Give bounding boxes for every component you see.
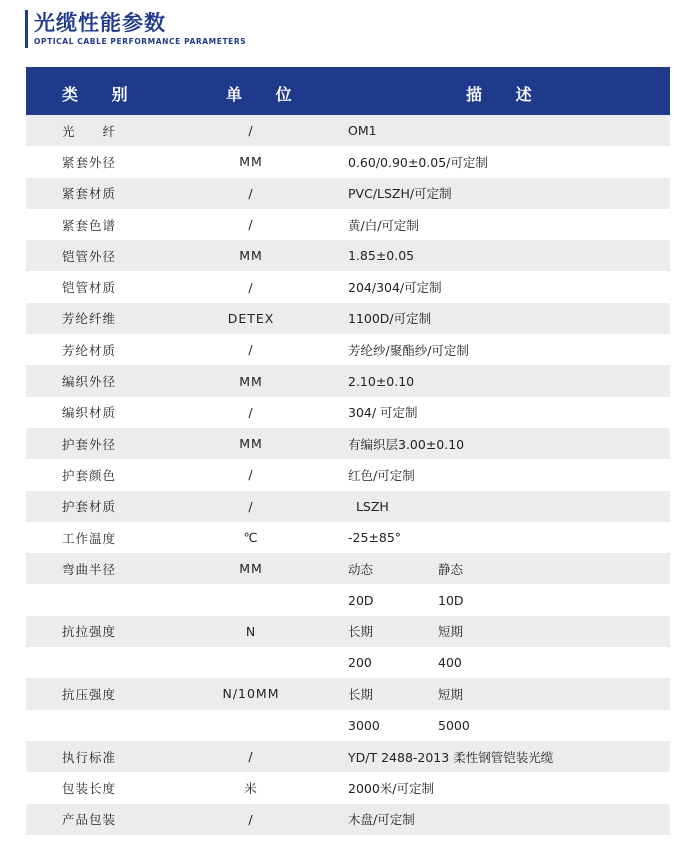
row-unit: ℃ — [156, 522, 346, 553]
row-unit: / — [156, 804, 346, 835]
table-row — [26, 491, 670, 522]
row-category: 紧套色谱 — [26, 209, 156, 240]
row-category: 芳纶纤维 — [26, 303, 156, 334]
row-description-a: 20D — [348, 592, 374, 608]
row-description — [346, 647, 670, 678]
row-category: 芳纶材质 — [26, 334, 156, 365]
row-category: 光 纤 — [26, 115, 156, 146]
row-unit: / — [156, 271, 346, 302]
page-subtitle: OPTICAL CABLE PERFORMANCE PARAMETERS — [34, 37, 247, 46]
row-description: 1100D/可定制 — [346, 303, 670, 334]
table-row — [26, 772, 670, 803]
row-description-b: 5000 — [438, 717, 470, 733]
row-description: 304/ 可定制 — [346, 397, 670, 428]
row-unit: DETEX — [156, 303, 346, 334]
table-row — [26, 271, 670, 302]
table-row — [26, 710, 670, 741]
row-description — [346, 584, 670, 615]
table-row — [26, 428, 670, 459]
table-row — [26, 178, 670, 209]
row-description: 有编织层3.00±0.10 — [346, 428, 670, 459]
row-description: 2.10±0.10 — [346, 365, 670, 396]
row-unit: / — [156, 334, 346, 365]
row-category: 铠管材质 — [26, 271, 156, 302]
row-unit: / — [156, 115, 346, 146]
row-description: OM1 — [346, 115, 670, 146]
row-unit — [156, 584, 346, 615]
row-unit: N — [156, 616, 346, 647]
table-row — [26, 616, 670, 647]
row-unit: MM — [156, 365, 346, 396]
row-unit: N/10MM — [156, 678, 346, 709]
row-category: 执行标准 — [26, 741, 156, 772]
row-category: 护套外径 — [26, 428, 156, 459]
row-unit — [156, 647, 346, 678]
row-description — [346, 616, 670, 647]
row-category: 包装长度 — [26, 772, 156, 803]
row-description — [346, 678, 670, 709]
row-description-b: 400 — [438, 655, 462, 671]
row-description: LSZH — [346, 491, 670, 522]
page-title-block — [25, 10, 246, 48]
row-description: -25±85° — [346, 522, 670, 553]
row-category: 紧套外径 — [26, 146, 156, 177]
table-row — [26, 115, 670, 146]
row-unit: / — [156, 491, 346, 522]
row-description: 芳纶纱/聚酯纱/可定制 — [346, 334, 670, 365]
row-description: 204/304/可定制 — [346, 271, 670, 302]
table-row — [26, 303, 670, 334]
row-description-b: 静态 — [438, 561, 464, 577]
row-description-a: 长期 — [348, 624, 374, 640]
row-description: 1.85±0.05 — [346, 240, 670, 271]
parameters-table — [26, 67, 670, 835]
row-category: 编织外径 — [26, 365, 156, 396]
table-row — [26, 365, 670, 396]
row-unit: 米 — [156, 772, 346, 803]
row-category: 工作温度 — [26, 522, 156, 553]
row-description — [346, 553, 670, 584]
row-description: 黄/白/可定制 — [346, 209, 670, 240]
row-description: 2000米/可定制 — [346, 772, 670, 803]
row-description-b: 10D — [438, 592, 464, 608]
row-category: 抗压强度 — [26, 678, 156, 709]
table-row — [26, 522, 670, 553]
table-row — [26, 804, 670, 835]
table-row — [26, 678, 670, 709]
row-category: 护套颜色 — [26, 459, 156, 490]
table-row — [26, 741, 670, 772]
row-unit: / — [156, 741, 346, 772]
table-row — [26, 459, 670, 490]
table-row — [26, 146, 670, 177]
table-header — [26, 67, 670, 115]
row-description: 木盘/可定制 — [346, 804, 670, 835]
row-unit: MM — [156, 240, 346, 271]
table-row — [26, 209, 670, 240]
table-row — [26, 553, 670, 584]
row-description: YD/T 2488-2013 柔性钢管铠装光缆 — [346, 741, 670, 772]
row-unit — [156, 710, 346, 741]
table-header-row — [26, 67, 670, 115]
row-unit: / — [156, 459, 346, 490]
row-description-b: 短期 — [438, 686, 464, 702]
page-title: 光缆性能参数 — [34, 11, 166, 35]
row-category: 弯曲半径 — [26, 553, 156, 584]
row-unit: / — [156, 397, 346, 428]
row-unit: / — [156, 178, 346, 209]
row-category — [26, 710, 156, 741]
row-unit: MM — [156, 428, 346, 459]
row-category: 编织材质 — [26, 397, 156, 428]
row-unit: / — [156, 209, 346, 240]
row-description — [346, 710, 670, 741]
row-description-a: 长期 — [348, 686, 374, 702]
row-unit: MM — [156, 553, 346, 584]
row-description: 0.60/0.90±0.05/可定制 — [346, 146, 670, 177]
row-description-a: 动态 — [348, 561, 374, 577]
table-row — [26, 240, 670, 271]
row-category — [26, 584, 156, 615]
row-category: 紧套材质 — [26, 178, 156, 209]
row-description-b: 短期 — [438, 624, 464, 640]
row-category: 抗拉强度 — [26, 616, 156, 647]
row-description-a: 3000 — [348, 717, 380, 733]
header-description: 描 述 — [466, 85, 546, 104]
table-row — [26, 334, 670, 365]
row-unit: MM — [156, 146, 346, 177]
row-description-a: 200 — [348, 655, 372, 671]
table-row — [26, 584, 670, 615]
table-row — [26, 397, 670, 428]
row-description: PVC/LSZH/可定制 — [346, 178, 670, 209]
row-category: 铠管外径 — [26, 240, 156, 271]
row-description: 红色/可定制 — [346, 459, 670, 490]
row-category: 产品包装 — [26, 804, 156, 835]
header-unit: 单 位 — [226, 85, 306, 104]
header-category: 类 别 — [62, 85, 142, 104]
row-category: 护套材质 — [26, 491, 156, 522]
table-row — [26, 647, 670, 678]
row-category — [26, 647, 156, 678]
